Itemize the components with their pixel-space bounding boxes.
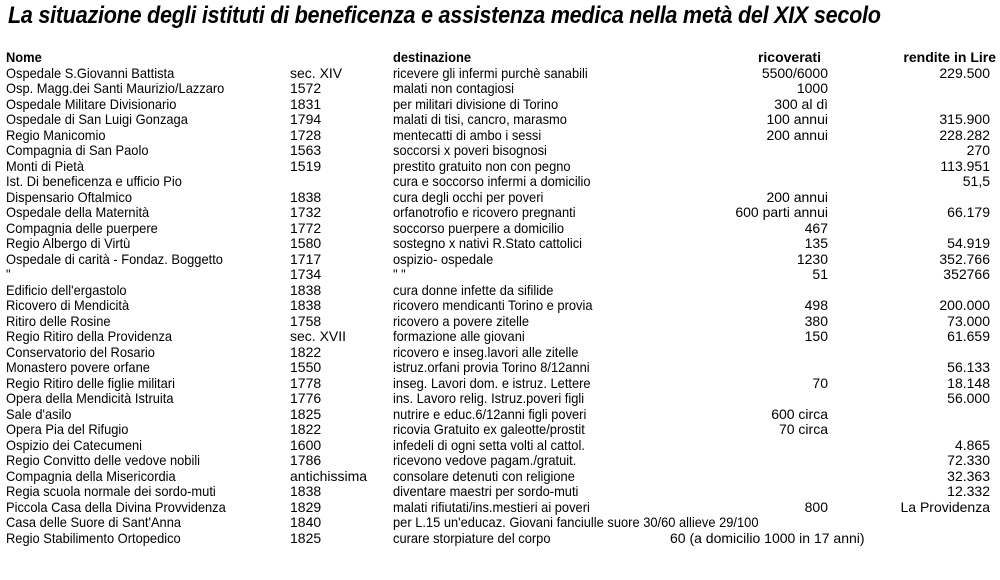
cell-ricoverati: 600 circa (771, 405, 828, 422)
table-row (6, 143, 996, 159)
cell-destinazione: orfanotrofio e ricovero pregnanti (393, 204, 576, 220)
cell-destinazione: istruz.orfani provia Torino 8/12anni (393, 359, 590, 375)
cell-secolo: 1825 (290, 529, 322, 546)
cell-rendite: 56.133 (947, 359, 990, 375)
cell-rendite: 72.330 (947, 452, 990, 468)
cell-nome: Compagnia delle puerpere (6, 219, 158, 236)
cell-secolo: 1572 (290, 80, 322, 96)
cell-rendite: 270 (966, 142, 990, 158)
table-row (6, 360, 996, 376)
page-title: La situazione degli istituti di beneficenza e assistenza medica nella metà del XIX secolo (8, 2, 881, 29)
cell-destinazione: diventare maestri per sordo-muti (393, 483, 579, 499)
cell-secolo: antichissima (290, 467, 368, 484)
table-row (6, 407, 996, 423)
table-row (6, 174, 996, 190)
cell-rendite: 61.659 (947, 328, 990, 344)
table-row (6, 469, 996, 485)
cell-ricoverati: 70 circa (778, 421, 828, 437)
table-row (6, 329, 996, 345)
cell-secolo: 1825 (290, 405, 322, 422)
cell-nome: Monti di Pietà (6, 157, 85, 174)
cell-destinazione: malati non contagiosi (393, 80, 515, 96)
cell-rendite: 32.363 (947, 467, 990, 484)
table-row (6, 484, 996, 500)
cell-ricoverati: 498 (804, 297, 828, 313)
cell-destinazione: consolare detenuti con religione (393, 467, 575, 484)
cell-destinazione: soccorso puerpere a domicilio (393, 219, 565, 236)
header-nome: Nome (6, 49, 42, 65)
cell-nome: Regio Ritiro delle figlie militari (6, 374, 175, 391)
cell-secolo: 1519 (290, 157, 322, 174)
header-destinazione: destinazione (393, 49, 472, 65)
table-row (6, 438, 996, 454)
cell-secolo: 1838 (290, 483, 322, 499)
cell-nome: Piccola Casa della Divina Provvidenza (6, 498, 226, 515)
cell-secolo: 1600 (290, 436, 322, 453)
table-row (6, 267, 996, 283)
cell-secolo: 1786 (290, 452, 322, 468)
table-row (6, 345, 996, 361)
table-row (6, 453, 996, 469)
cell-rendite: 113.951 (940, 157, 990, 174)
table-row (6, 112, 996, 128)
cell-ricoverati: 200 annui (766, 126, 828, 143)
cell-nome: Regio Stabilimento Ortopedico (6, 529, 181, 546)
cell-secolo: 1831 (290, 95, 322, 112)
header-ricoverati: ricoverati (757, 49, 821, 65)
cell-secolo: 1550 (290, 359, 322, 375)
cell-rendite: 12.332 (947, 483, 990, 499)
cell-secolo: 1732 (290, 204, 322, 220)
cell-destinazione: inseg. Lavori dom. e istruz. Lettere (393, 374, 591, 391)
cell-ricoverati: 200 annui (766, 188, 828, 205)
cell-nome: Regio Albergo di Virtù (6, 235, 131, 251)
table-row (6, 252, 996, 268)
cell-rendite: 51,5 (962, 173, 990, 189)
cell-nome: Monastero povere orfane (6, 359, 150, 375)
cell-destinazione: per militari divisione di Torino (393, 95, 559, 112)
table-row (6, 221, 996, 237)
cell-nome: Ospedale Militare Divisionario (6, 95, 177, 112)
cell-nome: Ospedale della Maternità (6, 204, 150, 220)
table-row (6, 205, 996, 221)
cell-secolo: 1563 (290, 142, 322, 158)
cell-ricoverati: 150 (804, 328, 828, 344)
cell-rendite: 54.919 (947, 235, 990, 251)
cell-destinazione: formazione alle giovani (393, 328, 525, 344)
cell-destinazione: ospizio- ospedale (393, 250, 494, 267)
cell-destinazione: sostegno x nativi R.Stato cattolici (393, 235, 583, 251)
table-row (6, 97, 996, 113)
cell-secolo: 1822 (290, 421, 322, 437)
cell-rendite: 73.000 (947, 312, 990, 329)
cell-rendite: 352.766 (939, 250, 990, 267)
cell-destinazione: per L.15 un'educaz. Giovani fanciulle suore 30/60 allieve 29/100 (393, 514, 759, 530)
table-row (6, 81, 996, 97)
cell-nome: Conservatorio del Rosario (6, 343, 155, 360)
cell-rendite: 18.148 (947, 374, 990, 391)
cell-nome: Ospizio dei Catecumeni (6, 436, 143, 453)
cell-destinazione: ricevere gli infermi purchè sanabili (393, 64, 588, 81)
cell-destinazione: ricovero a povere zitelle (393, 312, 530, 329)
cell-destinazione: " " (393, 266, 406, 282)
cell-secolo: 1838 (290, 297, 322, 313)
cell-nome: Osp. Magg.dei Santi Maurizio/Lazzaro (6, 80, 225, 96)
cell-rendite: La Providenza (900, 498, 990, 515)
cell-ricoverati: 60 (a domicilio 1000 in 17 anni) (670, 529, 865, 546)
cell-destinazione: ricovero mendicanti Torino e provia (393, 297, 593, 313)
cell-ricoverati: 800 (804, 498, 828, 515)
cell-ricoverati: 70 (812, 374, 828, 391)
cell-nome: Ospedale di carità - Fondaz. Boggetto (6, 250, 223, 267)
cell-destinazione: ricevono vedove pagam./gratuit. (393, 452, 577, 468)
cell-destinazione: prestito gratuito non con pegno (393, 157, 571, 174)
cell-rendite: 4.865 (954, 436, 990, 453)
table-row (6, 376, 996, 392)
cell-rendite: 56.000 (947, 390, 990, 406)
cell-nome: Ospedale S.Giovanni Battista (6, 64, 175, 81)
cell-nome: Sale d'asilo (6, 405, 72, 422)
table-header-row (6, 50, 996, 66)
institutes-table (6, 50, 996, 546)
cell-secolo: 1772 (290, 219, 322, 236)
cell-rendite: 315.900 (939, 111, 990, 127)
cell-ricoverati: 300 al dì (774, 95, 828, 112)
cell-destinazione: cura degli occhi per poveri (393, 188, 544, 205)
cell-nome: Regia scuola normale dei sordo-muti (6, 483, 216, 499)
cell-nome: Ospedale di San Luigi Gonzaga (6, 111, 188, 127)
cell-nome: Ricovero di Mendicità (6, 297, 130, 313)
cell-secolo: 1717 (290, 250, 322, 267)
table-body (6, 66, 996, 547)
cell-nome: Compagnia di San Paolo (6, 142, 149, 158)
cell-nome: Regio Ritiro della Providenza (6, 328, 173, 344)
cell-rendite: 352766 (943, 266, 990, 282)
cell-secolo: 1829 (290, 498, 322, 515)
cell-secolo: 1838 (290, 188, 322, 205)
cell-rendite: 228.282 (939, 126, 990, 143)
cell-ricoverati: 100 annui (766, 111, 828, 127)
cell-destinazione: soccorsi x poveri bisognosi (393, 142, 547, 158)
table-row (6, 128, 996, 144)
cell-secolo: 1794 (290, 111, 322, 127)
table-row (6, 236, 996, 252)
table-row (6, 391, 996, 407)
cell-nome: Opera Pia del Rifugio (6, 421, 129, 437)
cell-secolo: 1728 (290, 126, 322, 143)
cell-destinazione: curare storpiature del corpo (393, 529, 551, 546)
cell-ricoverati: 1230 (796, 250, 828, 267)
cell-nome: Regio Manicomio (6, 126, 106, 143)
cell-secolo: 1838 (290, 281, 322, 298)
header-rendite: rendite in Lire (903, 49, 996, 65)
cell-nome: Ist. Di beneficenza e ufficio Pio (6, 173, 182, 189)
cell-destinazione: infedeli di ogni setta volti al cattol. (393, 436, 585, 453)
cell-nome: Opera della Mendicità Istruita (6, 390, 174, 406)
cell-destinazione: cura donne infette da sifilide (393, 281, 554, 298)
cell-nome: Compagnia della Misericordia (6, 467, 176, 484)
cell-destinazione: malati rifiutati/ins.mestieri ai poveri (393, 498, 590, 515)
cell-destinazione: ricovero e inseg.lavori alle zitelle (393, 343, 579, 360)
table-row (6, 314, 996, 330)
table-row (6, 190, 996, 206)
cell-nome: Casa delle Suore di Sant'Anna (6, 514, 182, 530)
table-row (6, 159, 996, 175)
cell-rendite: 66.179 (947, 204, 990, 220)
table-row (6, 515, 996, 531)
cell-rendite: 200.000 (939, 297, 990, 313)
cell-secolo: 1840 (290, 514, 322, 530)
cell-nome: Regio Convitto delle vedove nobili (6, 452, 201, 468)
cell-nome: Ritiro delle Rosine (6, 312, 111, 329)
cell-ricoverati: 467 (804, 219, 828, 236)
table-row (6, 422, 996, 438)
cell-ricoverati: 600 parti annui (735, 204, 828, 220)
cell-destinazione: cura e soccorso infermi a domicilio (393, 173, 591, 189)
cell-secolo: sec. XVII (290, 328, 347, 344)
table-row (6, 66, 996, 82)
cell-destinazione: mentecatti di ambo i sessi (393, 126, 542, 143)
cell-secolo: 1734 (290, 266, 322, 282)
cell-destinazione: nutrire e educ.6/12anni figli poveri (393, 405, 587, 422)
cell-secolo: 1778 (290, 374, 322, 391)
cell-secolo: sec. XIV (290, 64, 343, 81)
cell-ricoverati: 5500/6000 (761, 64, 828, 81)
cell-destinazione: ricovia Gratuito ex galeotte/prostit (393, 421, 585, 437)
cell-secolo: 1758 (290, 312, 322, 329)
cell-nome: Dispensario Oftalmico (6, 188, 132, 205)
cell-secolo: 1580 (290, 235, 322, 251)
cell-ricoverati: 135 (804, 235, 828, 251)
cell-secolo: 1776 (290, 390, 322, 406)
table-row (6, 298, 996, 314)
table-row (6, 283, 996, 299)
cell-ricoverati: 380 (804, 312, 828, 329)
cell-nome: " (6, 266, 11, 282)
cell-ricoverati: 51 (812, 266, 828, 282)
cell-nome: Edificio dell'ergastolo (6, 281, 127, 298)
table-row (6, 500, 996, 516)
cell-rendite: 229.500 (939, 64, 990, 81)
table-row (6, 531, 996, 547)
cell-secolo: 1822 (290, 343, 322, 360)
cell-destinazione: ins. Lavoro relig. Istruz.poveri figli (393, 390, 585, 406)
cell-ricoverati: 1000 (796, 80, 828, 96)
cell-destinazione: malati di tisi, cancro, marasmo (393, 111, 567, 127)
